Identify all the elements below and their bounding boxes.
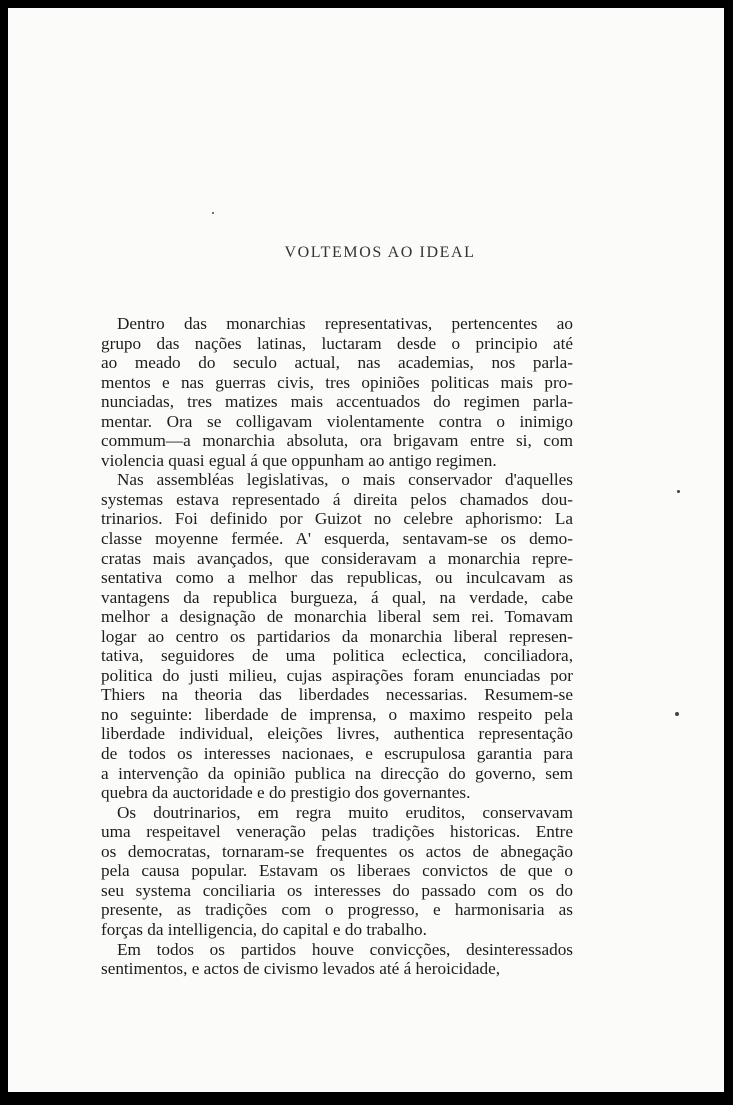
- text-line: Thiers na theoria das liberdades necessarias. Resumem-se: [101, 685, 573, 705]
- body-text: [101, 314, 573, 979]
- text-line: sentativa como a melhor das republicas, ou inculcavam as: [101, 568, 573, 588]
- scan-border-bottom: [0, 1092, 733, 1105]
- text-line: Nas assembléas legislativas, o mais conservador d'aquelles: [117, 470, 573, 490]
- text-line: de todos os interesses nacionaes, e escrupulosa garantia para: [101, 744, 573, 764]
- scan-speck: [212, 212, 214, 214]
- text-line: ao meado do seculo actual, nas academias, nos parla-: [101, 353, 573, 373]
- scan-border-left: [0, 0, 8, 1105]
- chapter-title: VOLTEMOS AO IDEAL: [284, 244, 476, 261]
- text-line: a intervenção da opinião publica na direcção do governo, sem: [101, 763, 573, 783]
- text-line: Em todos os partidos houve convicções, desinteressados: [117, 939, 573, 959]
- scan-border-top: [0, 0, 733, 8]
- text-line: quebra da auctoridade e do prestigio dos governantes.: [101, 783, 471, 803]
- text-line: logar ao centro os partidarios da monarchia liberal represen-: [101, 626, 573, 646]
- scan-speck: [677, 490, 680, 493]
- text-line: no seguinte: liberdade de imprensa, o maximo respeito pela: [101, 704, 573, 724]
- text-line: nunciadas, tres matizes mais accentuados do regimen parla-: [101, 392, 573, 412]
- text-line: Os doutrinarios, em regra muito eruditos, conservavam: [117, 802, 573, 822]
- text-line: Dentro das monarchias representativas, pertencentes ao: [117, 314, 573, 333]
- text-line: cratas mais avançados, que consideravam a monarchia repre-: [101, 548, 573, 568]
- text-line: uma respeitavel veneração pelas tradições historicas. Entre: [101, 822, 573, 842]
- text-line: commum—a monarchia absoluta, ora brigavam entre si, com: [101, 431, 573, 451]
- text-line: tativa, seguidores de uma politica eclectica, conciliadora,: [101, 646, 573, 666]
- text-line: vantagens da republica burgueza, á qual, na verdade, cabe: [101, 587, 573, 607]
- text-line: violencia quasi egual á que oppunham ao antigo regimen.: [101, 450, 497, 470]
- text-line: seu systema conciliaria os interesses do passado com os do: [101, 880, 573, 900]
- scan-speck: [675, 712, 679, 716]
- scan-border-right: [724, 0, 733, 1105]
- text-line: mentos e nas guerras civis, tres opiniões politicas mais pro-: [101, 372, 573, 392]
- text-line: systemas estava representado á direita pelos chamados dou-: [101, 489, 573, 509]
- text-line: presente, as tradições com o progresso, e harmonisaria as: [101, 900, 573, 920]
- text-line: mentar. Ora se colligavam violentamente contra o inimigo: [101, 411, 573, 431]
- text-line: classe moyenne fermée. A' esquerda, sentavam-se os demo-: [101, 529, 573, 549]
- text-line: grupo das nações latinas, luctaram desde o principio até: [101, 333, 573, 353]
- text-line: liberdade individual, eleições livres, authentica representação: [101, 724, 573, 744]
- text-line: pela causa popular. Estavam os liberaes convictos de que o: [101, 861, 573, 881]
- text-line: trinarios. Foi definido por Guizot no celebre aphorismo: La: [101, 509, 573, 529]
- text-line: melhor a designação de monarchia liberal sem rei. Tomavam: [101, 607, 573, 627]
- text-line: politica do justi milieu, cujas aspirações foram enunciadas por: [101, 665, 573, 685]
- text-line: os democratas, tornaram-se frequentes os actos de abnegação: [101, 841, 573, 861]
- text-line: forças da intelligencia, do capital e do trabalho.: [101, 919, 427, 939]
- text-line: sentimentos, e actos de civismo levados até á heroicidade,: [101, 959, 500, 979]
